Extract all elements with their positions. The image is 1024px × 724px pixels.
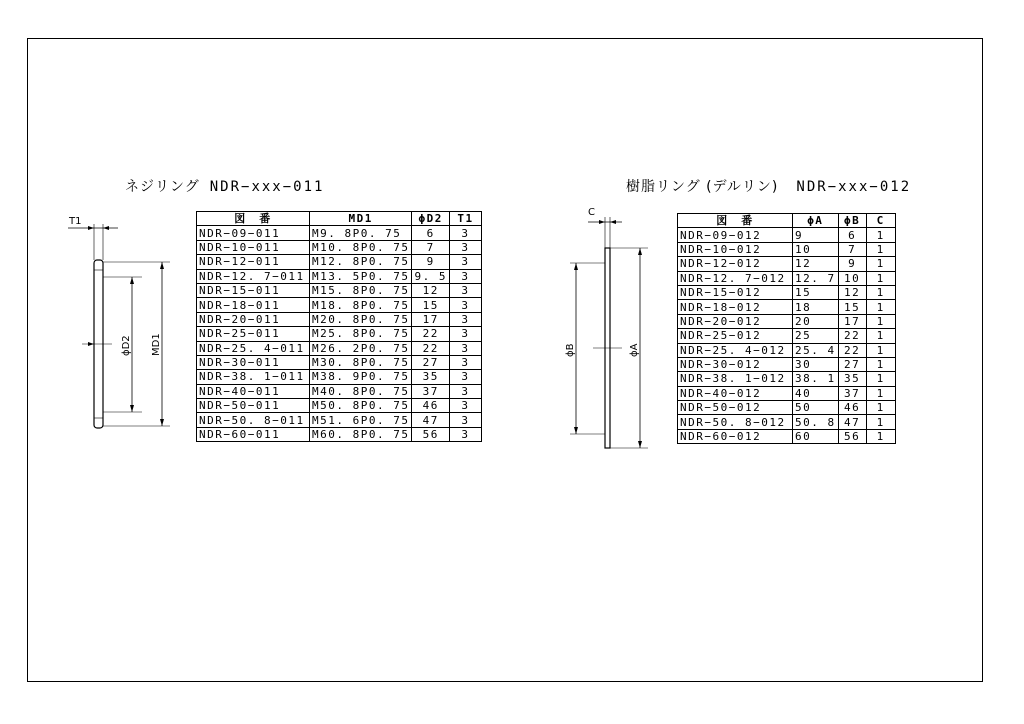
- table-cell: 3: [449, 269, 481, 283]
- table-cell: NDR−09−012: [678, 228, 793, 242]
- table-cell: 1: [866, 242, 895, 256]
- table-cell: NDR−60−011: [197, 427, 310, 441]
- table-cell: 9: [793, 228, 839, 242]
- col-header-md1: MD1: [310, 212, 412, 226]
- table-cell: M12. 8P0. 75: [310, 255, 412, 269]
- screw-ring-title: [125, 176, 324, 196]
- table-cell: 1: [866, 285, 895, 299]
- table-cell: 3: [449, 399, 481, 413]
- table-cell: 1: [866, 228, 895, 242]
- table-cell: 1: [866, 343, 895, 357]
- table-cell: 3: [449, 384, 481, 398]
- table-cell: NDR−30−011: [197, 355, 310, 369]
- table-cell: 22: [838, 343, 866, 357]
- table-cell: M26. 2P0. 75: [310, 341, 412, 355]
- table-row: [678, 329, 896, 343]
- table-cell: NDR−40−011: [197, 384, 310, 398]
- table-cell: 15: [412, 298, 450, 312]
- resin-ring-spec-table: [677, 213, 896, 444]
- resin-ring-part-number: NDR−xxx−012: [796, 179, 912, 195]
- table-cell: 15: [838, 300, 866, 314]
- table-cell: 3: [449, 312, 481, 326]
- table-cell: 18: [793, 300, 839, 314]
- table-row: [678, 257, 896, 271]
- table-cell: 1: [866, 386, 895, 400]
- col-header-drawing-no: 図 番: [197, 212, 310, 226]
- table-cell: M38. 9P0. 75: [310, 370, 412, 384]
- table-cell: NDR−10−012: [678, 242, 793, 256]
- table-cell: 1: [866, 415, 895, 429]
- table-row: [678, 401, 896, 415]
- table-cell: M20. 8P0. 75: [310, 312, 412, 326]
- table-cell: 22: [838, 329, 866, 343]
- table-cell: 37: [838, 386, 866, 400]
- dim-d2-label: ϕD2: [121, 335, 132, 356]
- col-header-t1: T1: [449, 212, 481, 226]
- table-cell: NDR−50−012: [678, 401, 793, 415]
- table-cell: 27: [838, 357, 866, 371]
- table-row: [678, 300, 896, 314]
- table-cell: M51. 6P0. 75: [310, 413, 412, 427]
- table-cell: M10. 8P0. 75: [310, 240, 412, 254]
- screw-ring-spec-table: [196, 211, 482, 442]
- table-row: [197, 283, 482, 297]
- table-cell: 37: [412, 384, 450, 398]
- table-row: [678, 357, 896, 371]
- table-row: [197, 427, 482, 441]
- table-cell: 6: [838, 228, 866, 242]
- table-cell: 60: [793, 429, 839, 443]
- table-cell: NDR−12. 7−012: [678, 271, 793, 285]
- table-row: [197, 298, 482, 312]
- table-cell: 35: [412, 370, 450, 384]
- table-cell: 3: [449, 327, 481, 341]
- table-cell: NDR−20−011: [197, 312, 310, 326]
- table-row: [678, 271, 896, 285]
- table-cell: 3: [449, 226, 481, 240]
- table-row: [197, 327, 482, 341]
- table-cell: NDR−25−011: [197, 327, 310, 341]
- table-cell: M25. 8P0. 75: [310, 327, 412, 341]
- table-cell: NDR−15−011: [197, 283, 310, 297]
- screw-ring-title-text: ネジリング: [125, 179, 200, 195]
- col-header-drawing-no: 図 番: [678, 214, 793, 228]
- table-cell: NDR−25. 4−012: [678, 343, 793, 357]
- table-cell: NDR−38. 1−011: [197, 370, 310, 384]
- table-cell: NDR−50. 8−011: [197, 413, 310, 427]
- table-cell: 20: [793, 314, 839, 328]
- table-cell: 25: [793, 329, 839, 343]
- table-cell: 15: [793, 285, 839, 299]
- table-cell: 12: [838, 285, 866, 299]
- table-row: [197, 255, 482, 269]
- table-cell: 1: [866, 401, 895, 415]
- table-cell: 50: [793, 401, 839, 415]
- screw-ring-part-number: NDR−xxx−011: [209, 179, 325, 195]
- table-cell: 3: [449, 298, 481, 312]
- table-cell: 30: [793, 357, 839, 371]
- table-row: [678, 415, 896, 429]
- table-cell: 27: [412, 355, 450, 369]
- table-header-row: [197, 212, 482, 226]
- col-header-b: ϕB: [838, 214, 866, 228]
- table-cell: 1: [866, 314, 895, 328]
- table-cell: 9: [412, 255, 450, 269]
- table-row: [678, 429, 896, 443]
- table-cell: 3: [449, 427, 481, 441]
- table-cell: NDR−09−011: [197, 226, 310, 240]
- table-row: [678, 372, 896, 386]
- table-cell: 38. 1: [793, 372, 839, 386]
- table-cell: 12: [793, 257, 839, 271]
- resin-ring-title-text: 樹脂リング (デルリン): [626, 179, 779, 195]
- table-row: [197, 355, 482, 369]
- table-cell: NDR−25−012: [678, 329, 793, 343]
- table-cell: 46: [412, 399, 450, 413]
- table-cell: NDR−50−011: [197, 399, 310, 413]
- table-cell: 3: [449, 413, 481, 427]
- table-cell: 40: [793, 386, 839, 400]
- table-cell: NDR−40−012: [678, 386, 793, 400]
- table-cell: M30. 8P0. 75: [310, 355, 412, 369]
- table-cell: 3: [449, 240, 481, 254]
- table-row: [678, 242, 896, 256]
- table-cell: 9. 5: [412, 269, 450, 283]
- table-cell: 22: [412, 327, 450, 341]
- table-row: [197, 240, 482, 254]
- table-cell: 7: [412, 240, 450, 254]
- table-cell: 3: [449, 370, 481, 384]
- table-cell: 1: [866, 257, 895, 271]
- table-cell: NDR−10−011: [197, 240, 310, 254]
- table-cell: NDR−12. 7−011: [197, 269, 310, 283]
- table-cell: 10: [838, 271, 866, 285]
- table-cell: M15. 8P0. 75: [310, 283, 412, 297]
- table-cell: M50. 8P0. 75: [310, 399, 412, 413]
- dim-t1-label: T1: [69, 216, 82, 227]
- table-cell: 1: [866, 372, 895, 386]
- table-cell: 56: [838, 429, 866, 443]
- table-header-row: [678, 214, 896, 228]
- table-row: [197, 370, 482, 384]
- table-cell: 3: [449, 283, 481, 297]
- table-cell: NDR−15−012: [678, 285, 793, 299]
- table-row: [197, 399, 482, 413]
- table-cell: 1: [866, 329, 895, 343]
- table-cell: M18. 8P0. 75: [310, 298, 412, 312]
- table-cell: 56: [412, 427, 450, 441]
- table-cell: 1: [866, 300, 895, 314]
- table-cell: 3: [449, 255, 481, 269]
- table-cell: 35: [838, 372, 866, 386]
- table-cell: 3: [449, 355, 481, 369]
- table-cell: 46: [838, 401, 866, 415]
- table-row: [197, 341, 482, 355]
- table-row: [678, 386, 896, 400]
- table-row: [197, 269, 482, 283]
- table-cell: NDR−30−012: [678, 357, 793, 371]
- table-cell: M60. 8P0. 75: [310, 427, 412, 441]
- resin-ring-title: [626, 176, 911, 196]
- table-cell: 47: [412, 413, 450, 427]
- table-cell: M9. 8P0. 75: [310, 226, 412, 240]
- table-cell: 10: [793, 242, 839, 256]
- table-row: [197, 312, 482, 326]
- table-cell: NDR−20−012: [678, 314, 793, 328]
- table-cell: NDR−18−011: [197, 298, 310, 312]
- table-cell: 7: [838, 242, 866, 256]
- table-cell: NDR−25. 4−011: [197, 341, 310, 355]
- table-cell: NDR−38. 1−012: [678, 372, 793, 386]
- table-row: [678, 285, 896, 299]
- table-cell: 1: [866, 429, 895, 443]
- resin-ring-drawing: [560, 205, 660, 455]
- table-cell: 12. 7: [793, 271, 839, 285]
- table-row: [197, 413, 482, 427]
- table-cell: 1: [866, 357, 895, 371]
- dim-a-label: ϕA: [629, 343, 640, 357]
- dim-b-label: ϕB: [565, 343, 576, 357]
- table-cell: 25. 4: [793, 343, 839, 357]
- dim-c-label: C: [588, 207, 595, 218]
- table-cell: 6: [412, 226, 450, 240]
- col-header-c: C: [866, 214, 895, 228]
- table-cell: 17: [838, 314, 866, 328]
- col-header-d2: ϕD2: [412, 212, 450, 226]
- table-cell: NDR−18−012: [678, 300, 793, 314]
- table-cell: 50. 8: [793, 415, 839, 429]
- table-row: [678, 314, 896, 328]
- table-cell: 17: [412, 312, 450, 326]
- table-cell: 47: [838, 415, 866, 429]
- table-cell: NDR−60−012: [678, 429, 793, 443]
- table-cell: NDR−12−012: [678, 257, 793, 271]
- table-cell: 12: [412, 283, 450, 297]
- table-row: [197, 384, 482, 398]
- screw-ring-drawing: [60, 210, 190, 440]
- table-cell: 9: [838, 257, 866, 271]
- table-cell: 22: [412, 341, 450, 355]
- table-row: [678, 343, 896, 357]
- table-cell: 3: [449, 341, 481, 355]
- table-row: [197, 226, 482, 240]
- table-cell: 1: [866, 271, 895, 285]
- table-row: [678, 228, 896, 242]
- dim-md1-label: MD1: [151, 333, 162, 356]
- table-cell: NDR−50. 8−012: [678, 415, 793, 429]
- col-header-a: ϕA: [793, 214, 839, 228]
- table-cell: M13. 5P0. 75: [310, 269, 412, 283]
- table-cell: M40. 8P0. 75: [310, 384, 412, 398]
- table-cell: NDR−12−011: [197, 255, 310, 269]
